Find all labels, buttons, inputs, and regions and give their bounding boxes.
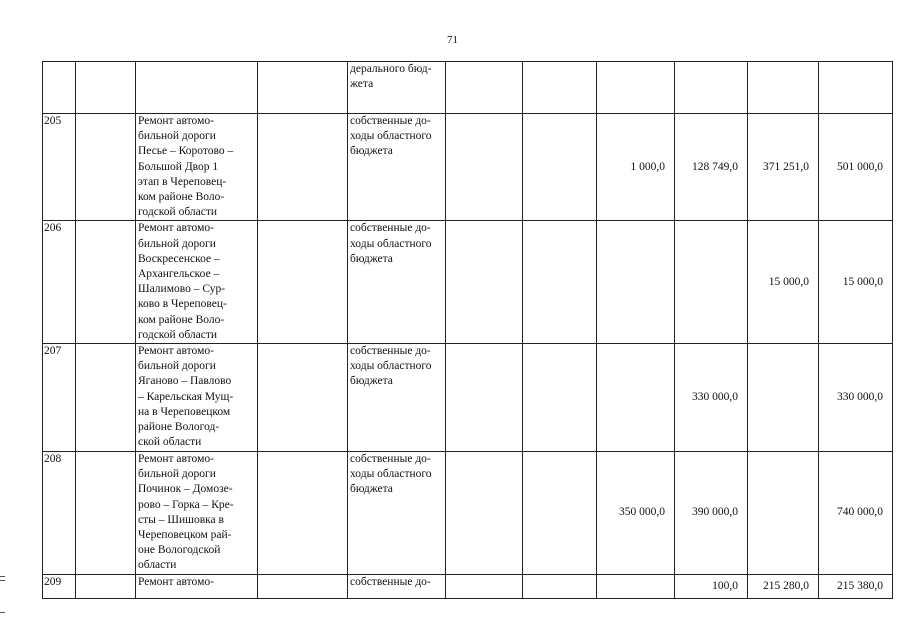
page-number: 71 <box>447 34 458 46</box>
amount-text: 350 000,0 <box>619 506 665 519</box>
row-number-cell <box>43 221 76 344</box>
object-name-text: Ремонт автомо- бильной дороги Песье – Коротово – Большой Двор 1 этап в Череповец- ком районе Воло- годской области <box>138 115 234 219</box>
empty-cell <box>523 221 597 344</box>
empty-cell <box>76 344 136 452</box>
object-name-text: Ремонт автомо- бильной дороги Починок – Домозе- рово – Горка – Кре- сты – Шишовка в Череповецком рай- оне Вологодской области <box>138 453 234 572</box>
budget-table <box>42 61 893 599</box>
total-amount-cell <box>819 452 893 575</box>
object-name-text: Ремонт автомо- <box>138 575 214 588</box>
amount-cell <box>675 344 748 452</box>
object-name-cell <box>136 574 258 598</box>
row-number-text: 205 <box>44 115 62 127</box>
row-number-text: 209 <box>44 575 62 588</box>
object-name-cell <box>136 452 258 575</box>
margin-mark <box>0 612 5 613</box>
object-name-cell <box>136 62 258 114</box>
funding-source-cell <box>348 452 446 575</box>
row-number-cell <box>43 62 76 114</box>
row-number-text: 207 <box>44 345 62 358</box>
total-amount-cell <box>819 62 893 114</box>
empty-cell <box>446 452 523 575</box>
empty-cell <box>523 62 597 114</box>
total-amount-text: 330 000,0 <box>837 390 883 403</box>
amount-cell <box>675 114 748 221</box>
amount-cell <box>597 344 675 452</box>
amount-cell <box>675 62 748 114</box>
amount-text: 215 280,0 <box>763 579 809 592</box>
amount-text: 128 749,0 <box>692 160 738 173</box>
object-name-text: Ремонт автомо- бильной дороги Воскресенское – Архангельское – Шалимово – Сур- ково в Череповец- ком районе Воло- годской области <box>138 222 227 341</box>
empty-cell <box>76 452 136 575</box>
table-body <box>43 62 893 599</box>
amount-cell <box>748 221 819 344</box>
amount-cell <box>748 114 819 221</box>
funding-source-text: собственные до- <box>350 575 431 588</box>
amount-text: 1 000,0 <box>630 160 665 173</box>
row-number-cell <box>43 344 76 452</box>
empty-cell <box>523 344 597 452</box>
row-number-cell <box>43 574 76 598</box>
amount-cell <box>675 452 748 575</box>
amount-cell <box>675 574 748 598</box>
row-number-text: 206 <box>44 222 62 235</box>
empty-cell <box>446 344 523 452</box>
amount-cell <box>748 574 819 598</box>
amount-cell <box>597 62 675 114</box>
funding-source-cell <box>348 114 446 221</box>
amount-cell <box>748 344 819 452</box>
margin-mark <box>0 580 5 581</box>
empty-cell <box>258 62 348 114</box>
empty-cell <box>446 114 523 221</box>
total-amount-cell <box>819 221 893 344</box>
table-row <box>43 62 893 114</box>
amount-text: 390 000,0 <box>692 506 738 519</box>
funding-source-text: дерального бюд- жета <box>350 63 432 91</box>
total-amount-text: 15 000,0 <box>842 275 883 288</box>
table-row <box>43 344 893 452</box>
funding-source-text: собственные до- ходы областного бюджета <box>350 345 432 388</box>
amount-text: 330 000,0 <box>692 390 738 403</box>
empty-cell <box>523 114 597 221</box>
table-row <box>43 452 893 575</box>
total-amount-cell <box>819 114 893 221</box>
amount-cell <box>748 62 819 114</box>
empty-cell <box>523 452 597 575</box>
funding-source-text: собственные до- ходы областного бюджета <box>350 115 432 158</box>
empty-cell <box>258 452 348 575</box>
total-amount-cell <box>819 344 893 452</box>
amount-text: 15 000,0 <box>768 275 809 288</box>
table-row <box>43 221 893 344</box>
row-number-text: 208 <box>44 453 62 466</box>
empty-cell <box>76 574 136 598</box>
amount-cell <box>597 221 675 344</box>
object-name-text: Ремонт автомо- бильной дороги Яганово – Павлово – Карельская Мущ- на в Череповецком районе Вологод- ской области <box>138 345 234 449</box>
funding-source-text: собственные до- ходы областного бюджета <box>350 222 432 265</box>
amount-cell <box>597 114 675 221</box>
empty-cell <box>258 344 348 452</box>
table-row <box>43 574 893 598</box>
empty-cell <box>258 114 348 221</box>
empty-cell <box>258 221 348 344</box>
amount-text: 100,0 <box>712 579 738 592</box>
amount-cell <box>597 452 675 575</box>
empty-cell <box>446 62 523 114</box>
amount-cell <box>748 452 819 575</box>
object-name-cell <box>136 344 258 452</box>
table-row <box>43 114 893 221</box>
amount-cell <box>675 221 748 344</box>
funding-source-text: собственные до- ходы областного бюджета <box>350 453 432 496</box>
row-number-cell <box>43 452 76 575</box>
amount-cell <box>597 574 675 598</box>
empty-cell <box>523 574 597 598</box>
object-name-cell <box>136 221 258 344</box>
amount-text: 371 251,0 <box>763 160 809 173</box>
empty-cell <box>76 114 136 221</box>
funding-source-cell <box>348 344 446 452</box>
object-name-cell <box>136 114 258 221</box>
row-number-cell <box>43 114 76 221</box>
funding-source-cell <box>348 574 446 598</box>
funding-source-cell <box>348 62 446 114</box>
empty-cell <box>76 62 136 114</box>
total-amount-cell <box>819 574 893 598</box>
total-amount-text: 215 380,0 <box>837 579 883 592</box>
total-amount-text: 740 000,0 <box>837 506 883 519</box>
margin-mark <box>0 576 5 577</box>
empty-cell <box>446 221 523 344</box>
empty-cell <box>446 574 523 598</box>
empty-cell <box>76 221 136 344</box>
empty-cell <box>258 574 348 598</box>
funding-source-cell <box>348 221 446 344</box>
total-amount-text: 501 000,0 <box>837 160 883 173</box>
